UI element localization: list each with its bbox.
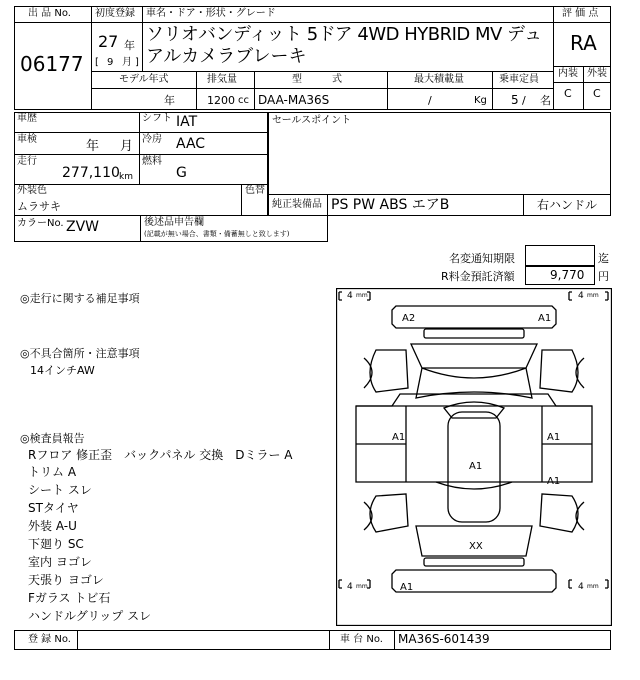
equipment-label: 純正装備品 [272,199,322,210]
fuel-value: G [176,165,187,181]
month-bracket-close: ] [135,57,139,68]
tire-tread-rear-right: 4 [578,582,584,592]
chassis-no-label: 車 台 No. [340,634,383,645]
model-year-unit: 年 [164,94,175,107]
damage-roof: A1 [469,461,483,472]
tire-tread-rear-left: 4 [347,582,353,592]
inspector-item: 外装 A-U [28,519,77,533]
after-parts-note: (記載が無い場合、書類・備蓄無しと致します) [144,230,290,238]
lot-number: 06177 [20,52,84,76]
displacement-unit: cc [238,95,249,106]
month-bracket-open: [ [95,57,99,68]
year-unit: 年 [124,39,135,52]
equipment-value: PS PW ABS エアB [331,197,450,213]
inspector-item: シート スレ [28,483,92,497]
color-no-label: カラーNo. [17,218,64,229]
vehicle-name-line1: ソリオバンディット 5ドア 4WD HYBRID MV デュ [146,24,542,45]
mileage-label: 走行 [17,156,37,167]
inspector-item: ハンドルグリップ スレ [28,609,152,623]
shaken-label: 車検 [17,134,37,145]
damage-right-door-rear: A1 [547,476,561,487]
inspector-heading: ◎検査員報告 [20,432,85,445]
max-load-unit: Kg [474,95,487,106]
exterior-label: 外装 [587,68,607,79]
steering-side: 右ハンドル [537,198,598,212]
deadline-unit: 迄 [598,252,609,265]
ac-value: AAC [176,136,206,152]
inspector-item: 室内 ヨゴレ [28,555,92,569]
exterior-grade: C [593,87,601,100]
displacement-value: 1200 [207,94,235,107]
model-type-label: 型 式 [292,74,342,85]
recycle-unit: 円 [598,270,609,283]
deadline-label: 名変通知期限 [449,252,515,265]
fuel-label: 燃料 [142,156,162,167]
inspector-item: トリム A [28,465,77,479]
inspector-item: STタイヤ [28,501,79,515]
shaken-year-unit: 年 [86,139,100,154]
vehicle-name-line2: アルカメラブレーキ [146,46,307,67]
first-registration-month: 9 [107,57,114,68]
car-damage-diagram [336,288,612,626]
registration-no-label: 登 録 No. [28,634,71,645]
damage-front-bumper-right: A1 [538,313,552,324]
rating-label: 評 価 点 [562,8,599,19]
damage-front-bumper-left: A2 [402,313,416,324]
deadline-value-box [525,245,595,266]
damage-rear-bumper: A1 [400,582,414,593]
damage-rear-gate: XX [469,541,483,552]
vehicle-name-label: 車名・ドア・形状・グレード [146,8,276,19]
tire-tread-front-left: 4 [347,291,353,301]
ext-color-value: ムラサキ [17,200,61,213]
inspector-item: 下廻り SC [28,537,84,551]
month-unit: 月 [122,57,132,68]
model-year-label: モデル年式 [119,74,169,85]
max-load-label: 最大積載量 [414,74,464,85]
interior-grade: C [564,87,572,100]
capacity-slash: / [522,94,526,107]
tire-unit: mm [587,292,599,299]
history-label: 車歴 [17,113,37,124]
interior-label: 内装 [558,68,578,79]
mileage-unit: km [119,172,133,182]
shift-label: シフト [142,113,172,124]
capacity-label: 乗車定員 [499,74,539,85]
tire-unit: mm [587,583,599,590]
tire-unit: mm [356,292,368,299]
damage-left-door: A1 [392,432,406,443]
sales-point-label: セールスポイント [272,115,352,126]
driving-notes-heading: ◎走行に関する補足事項 [20,292,140,305]
displacement-label: 排気量 [207,74,237,85]
mileage-value: 277,110 [62,165,120,181]
capacity-unit: 名 [540,94,551,107]
capacity-value: 5 [511,93,519,107]
after-parts-label: 後述品申告欄 [144,217,204,228]
max-load-slash: / [428,94,432,107]
chassis-no-value: MA36S-601439 [398,632,490,646]
defect-item: 14インチAW [30,364,95,377]
damage-right-door-front: A1 [547,432,561,443]
inspector-item: Rフロア 修正歪 バックパネル 交換 Dミラー A [28,448,293,462]
lot-label: 出 品 No. [28,8,71,19]
defects-heading: ◎不具合箇所・注意事項 [20,347,140,360]
inspector-item: Fガラス トビ石 [28,591,111,605]
shift-value: IAT [176,114,198,130]
shaken-month-unit: 月 [120,139,134,154]
color-no-value: ZVW [66,219,100,235]
recycle-amount: 9,770 [550,268,585,282]
tire-tread-front-right: 4 [578,291,584,301]
inspector-item: 天張り ヨゴレ [28,573,104,587]
color-change-label: 色替 [245,185,265,196]
model-code: DAA-MA36S [258,93,330,107]
rating-value: RA [570,31,597,55]
first-registration-label: 初度登録 [95,8,135,19]
recycle-label: R料金預託済額 [441,270,515,283]
tire-unit: mm [356,583,368,590]
ext-color-label: 外装色 [17,185,47,196]
ac-label: 冷房 [142,134,162,145]
first-registration-year: 27 [98,32,119,51]
